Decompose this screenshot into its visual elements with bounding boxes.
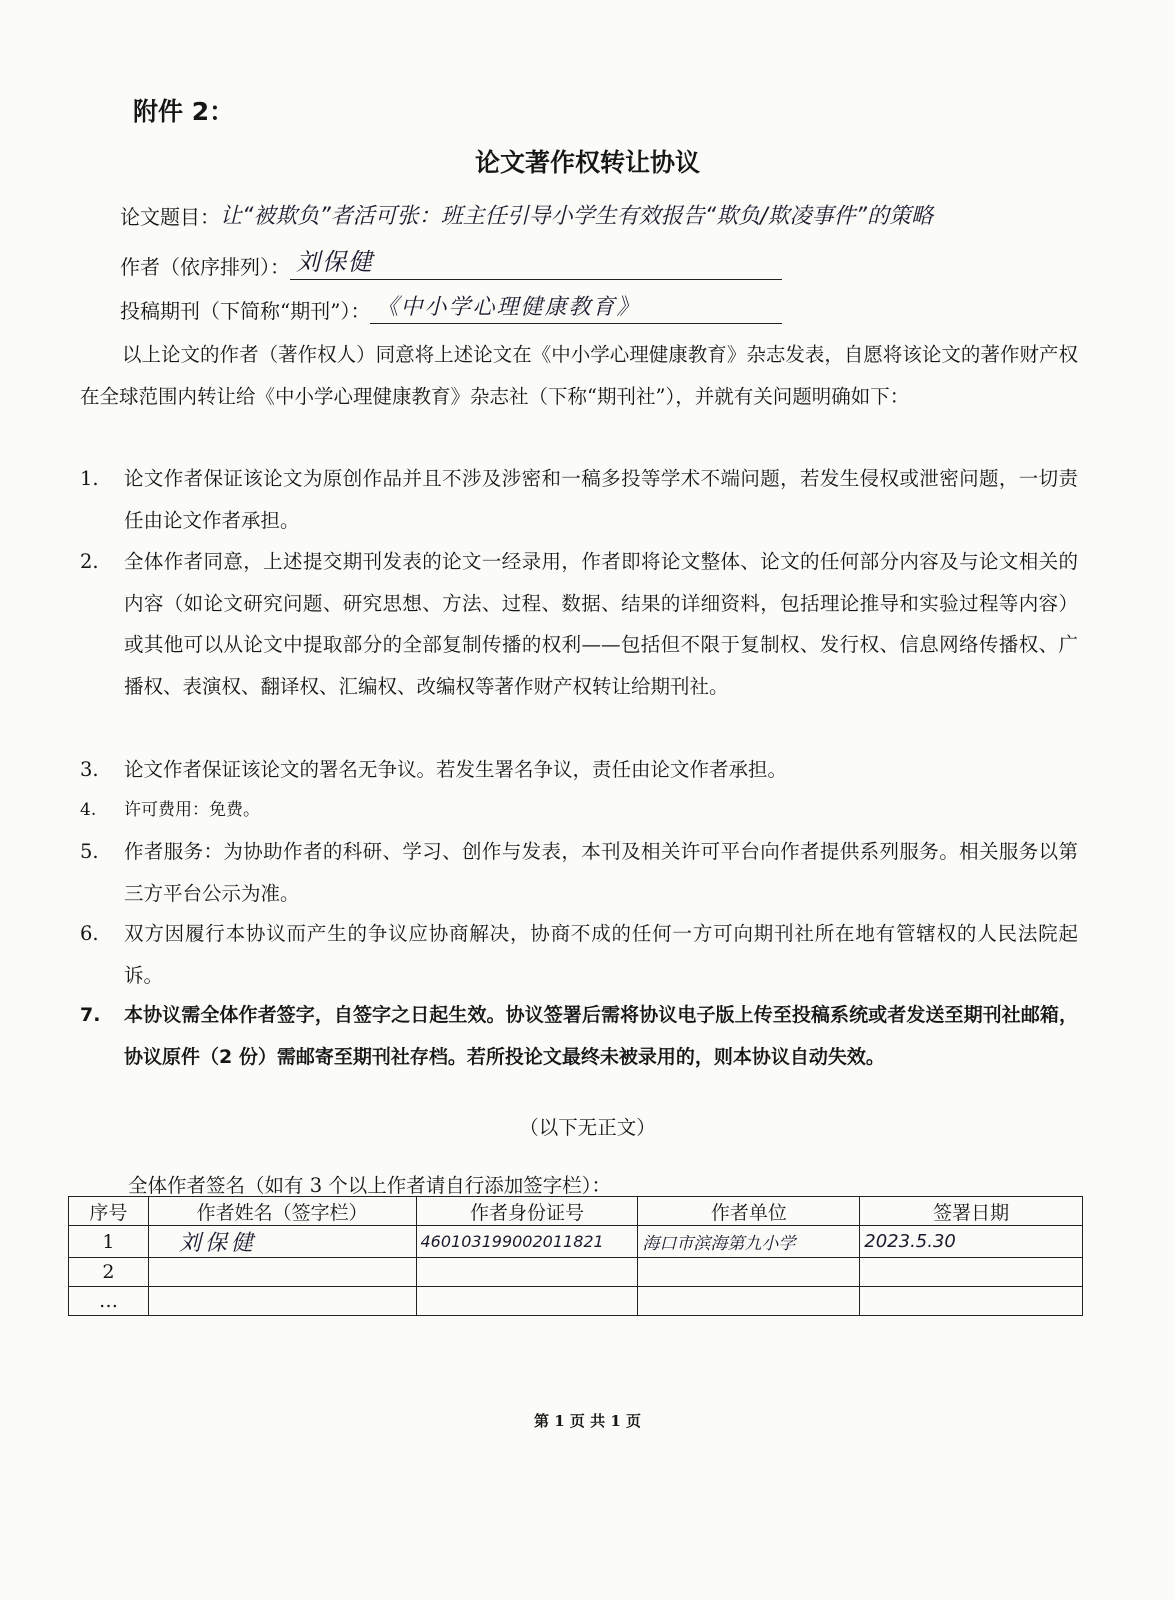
header-sign-date: 签署日期 [860,1197,1083,1226]
clause-text: 许可费用：免费。 [124,800,260,820]
page-footer: 第 1 页 共 1 页 [534,1412,641,1430]
table-row [69,1258,1083,1287]
empty-cell [860,1258,1083,1287]
clause-3 [80,749,1078,791]
row-index: 1 [69,1226,149,1258]
end-note: （以下无正文） [519,1116,656,1139]
author-handwritten: 刘保健 [290,242,782,280]
intro-paragraph [80,334,1078,417]
header-author-name: 作者姓名（签字栏） [148,1197,416,1226]
clause-5 [80,831,1078,914]
clause-number: 2. [80,550,99,573]
id-number-handwritten: 460103199002011821 [416,1226,638,1258]
signature-table [68,1196,1083,1316]
empty-cell [416,1258,638,1287]
paper-title-handwritten: 让“被欺负”者活可张：班主任引导小学生有效报告“欺负/欺凌事件”的策略 [220,204,934,229]
clause-number: 4. [80,800,97,820]
clause-text: 双方因履行本协议而产生的争议应协商解决，协商不成的任何一方可向期刊社所在地有管辖权的人民法院起诉。 [124,922,1078,987]
header-affiliation: 作者单位 [638,1197,860,1226]
clause-7 [80,995,1078,1078]
journal-handwritten: 《中小学心理健康教育》 [370,290,782,324]
clause-number: 7. [80,1004,101,1026]
empty-cell [416,1287,638,1316]
clause-text: 本协议需全体作者签字，自签字之日起生效。协议签署后需将协议电子版上传至投稿系统或者发送至期刊社邮箱，协议原件（2 份）需邮寄至期刊社存档。若所投论文最终未被录用的，则本协议自动失效。 [124,1004,1078,1068]
paper-title-row [120,196,933,230]
clause-text: 论文作者保证该论文的署名无争议。若发生署名争议，责任由论文作者承担。 [124,758,788,781]
affiliation-handwritten: 海口市滨海第九小学 [638,1226,860,1258]
empty-cell [148,1258,416,1287]
table-row [69,1287,1083,1316]
clause-4 [80,790,1078,832]
clause-6 [80,913,1078,996]
table-header-row [69,1197,1083,1226]
author-label: 作者（依序排列）： [120,255,290,279]
signature-handwritten: 刘保健 [148,1226,416,1258]
clause-number: 6. [80,922,99,945]
date-handwritten: 2023.5.30 [860,1226,1083,1258]
empty-cell [860,1287,1083,1316]
row-index: 2 [69,1258,149,1287]
clause-text: 作者服务：为协助作者的科研、学习、创作与发表，本刊及相关许可平台向作者提供系列服务。相关服务以第三方平台公示为准。 [124,840,1078,905]
signature-caption: 全体作者签名（如有 3 个以上作者请自行添加签字栏）： [128,1174,612,1197]
document-title: 论文著作权转让协议 [474,148,700,177]
clause-number: 5. [80,840,99,863]
attachment-label: 附件 2： [133,97,235,126]
clause-number: 1. [80,467,99,490]
journal-label: 投稿期刊（下简称“期刊”）： [120,299,371,323]
empty-cell [638,1258,860,1287]
empty-cell [638,1287,860,1316]
clause-text: 论文作者保证该论文为原创作品并且不涉及涉密和一稿多投等学术不端问题，若发生侵权或泄密问题，一切责任由论文作者承担。 [124,467,1078,532]
table-row [69,1226,1083,1258]
clause-number: 3. [80,758,99,781]
empty-cell [148,1287,416,1316]
header-index: 序号 [69,1197,149,1226]
clause-1 [80,458,1078,541]
row-index: … [69,1287,149,1316]
journal-row [120,290,782,324]
clause-2 [80,541,1078,707]
author-row [120,246,782,280]
paper-title-label: 论文题目： [120,205,220,229]
intro-text: 以上论文的作者（著作权人）同意将上述论文在《中小学心理健康教育》杂志发表，自愿将该论文的著作财产权在全球范围内转让给《中小学心理健康教育》杂志社（下称“期刊社”），并就有关问题明确如下： [80,343,1078,408]
header-id-number: 作者身份证号 [416,1197,638,1226]
clause-text: 全体作者同意，上述提交期刊发表的论文一经录用，作者即将论文整体、论文的任何部分内容及与论文相关的内容（如论文研究问题、研究思想、方法、过程、数据、结果的详细资料，包括理论推导和实验过程等内容）或其他可以从论文中提取部分的全部复制传播的权利——包括但不限于复制权、发行权、信息网络传播权、广播权、表演权、翻译权、汇编权、改编权等著作财产权转让给期刊社。 [124,550,1078,698]
